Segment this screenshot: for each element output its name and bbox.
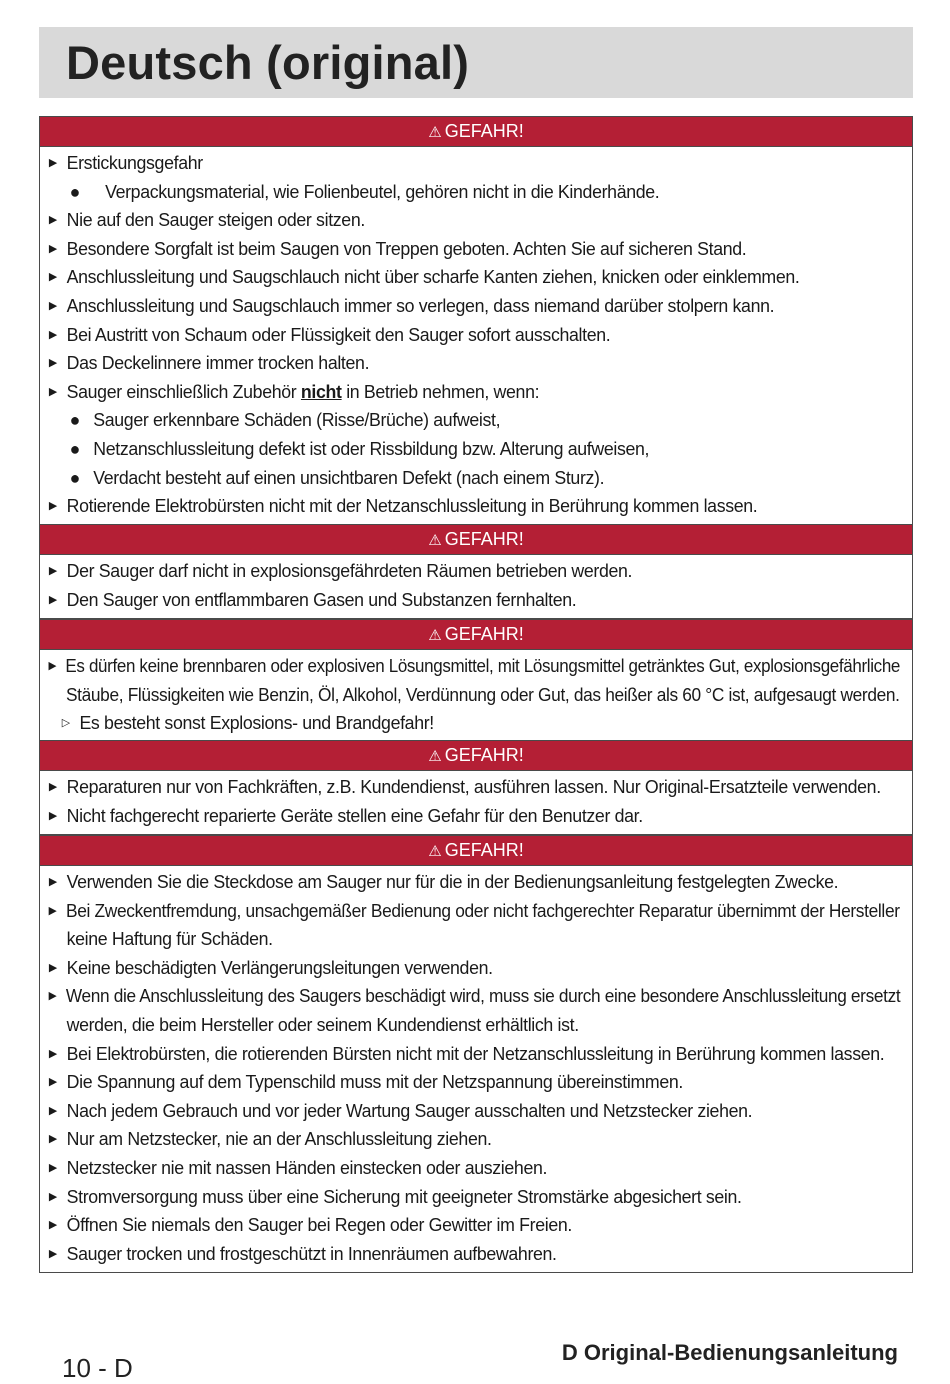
triangle-bullet-icon: ▶: [48, 565, 57, 577]
manual-title: D Original-Bedienungsanleitung: [561, 1340, 898, 1365]
danger-box-4: [39, 740, 913, 835]
list-item: ▶ Das Deckelinnere immer trocken halten.: [40, 349, 900, 378]
triangle-bullet-icon: ▶: [48, 1219, 57, 1232]
list-item: ▶ Netzstecker nie mit nassen Händen einstecken oder ausziehen.: [40, 1154, 900, 1183]
triangle-bullet-icon: ▶: [48, 385, 57, 398]
list-item-continuation: werden, die beim Hersteller oder seinem Kundendienst erhältlich ist.: [66, 1014, 579, 1035]
dot-bullet-icon: ●: [69, 467, 80, 488]
list-item-continuation: keine Haftung für Schäden.: [66, 929, 273, 950]
triangle-bullet-icon: ▶: [48, 904, 57, 917]
list-item: ▶ Bei Elektrobürsten, die rotierenden Bürsten nicht mit der Netzanschlussleitung in Berührung kommen lassen.: [40, 1040, 900, 1069]
list-item: ● Verpackungsmaterial, wie Folienbeutel, gehören nicht in die Kinderhände.: [40, 178, 900, 207]
danger-box-3: [39, 619, 913, 743]
danger-header: [40, 117, 912, 147]
triangle-bullet-icon: ▶: [48, 1133, 57, 1146]
dot-bullet-icon: ●: [69, 181, 80, 202]
list-item: ▶ Anschlussleitung und Saugschlauch immer so verlegen, dass niemand darüber stolpern kann.: [40, 292, 900, 321]
danger-header: [40, 836, 912, 866]
list-item: ▶ Sauger trocken und frostgeschützt in Innenräumen aufbewahren.: [40, 1240, 900, 1269]
list-item: ▶ Wenn die Anschlussleitung des Saugers beschädigt wird, muss sie durch eine besondere Anschlussleitung ersetzt: [40, 982, 875, 1011]
emphasis-nicht: nicht: [300, 381, 342, 402]
triangle-bullet-icon: ▶: [48, 1161, 57, 1174]
danger-label: GEFAHR!: [444, 529, 524, 549]
list-item: ● Verdacht besteht auf einen unsichtbaren Defekt (nach einem Sturz).: [40, 464, 900, 493]
danger-header: [40, 525, 912, 555]
triangle-bullet-icon: ▶: [48, 357, 57, 370]
triangle-bullet-icon: ▶: [48, 271, 57, 284]
warning-triangle-icon: ⚠: [428, 627, 442, 644]
triangle-bullet-icon: ▶: [48, 961, 57, 974]
danger-label: GEFAHR!: [444, 624, 524, 644]
triangle-bullet-icon: ▶: [48, 214, 57, 227]
list-item: ▶ Nie auf den Sauger steigen oder sitzen.: [40, 206, 900, 235]
list-item: ▶ Bei Austritt von Schaum oder Flüssigkeit den Sauger sofort ausschalten.: [40, 321, 900, 350]
list-item: ▶ Besondere Sorgfalt ist beim Saugen von Treppen geboten. Achten Sie auf sicheren Stand.: [40, 235, 900, 264]
warning-triangle-icon: ⚠: [428, 532, 442, 549]
page-number: 10 - D: [62, 1353, 133, 1383]
danger-label: GEFAHR!: [444, 840, 524, 860]
danger-box-5: [39, 835, 913, 1273]
list-item: ● Sauger erkennbare Schäden (Risse/Brüche) aufweist,: [40, 406, 900, 435]
list-item: ▶ Die Spannung auf dem Typenschild muss mit der Netzspannung übereinstimmen.: [40, 1068, 900, 1097]
triangle-bullet-icon: ▶: [48, 1247, 57, 1260]
triangle-bullet-icon: ▶: [48, 500, 57, 513]
danger-label: GEFAHR!: [444, 121, 524, 141]
triangle-bullet-icon: ▶: [48, 1190, 57, 1203]
list-item: ▶ Öffnen Sie niemals den Sauger bei Regen oder Gewitter im Freien.: [40, 1211, 900, 1240]
triangle-bullet-icon: ▶: [48, 809, 57, 822]
list-item: ▶ Reparaturen nur von Fachkräften, z.B. Kundendienst, ausführen lassen. Nur Original-Ersatzteile verwenden.: [40, 773, 900, 802]
triangle-bullet-icon: ▶: [48, 990, 57, 1003]
list-item: ▶ Verwenden Sie die Steckdose am Sauger nur für die in der Bedienungsanleitung festgelegten Zwecke.: [40, 868, 900, 897]
danger-box-2: [39, 524, 913, 619]
list-item: ▶ Nicht fachgerecht reparierte Geräte stellen eine Gefahr für den Benutzer dar.: [40, 802, 900, 831]
warning-triangle-icon: ⚠: [428, 124, 442, 141]
warning-triangle-icon: ⚠: [428, 748, 442, 765]
triangle-bullet-icon: ▶: [48, 1047, 57, 1060]
triangle-bullet-icon: ▶: [48, 242, 57, 255]
triangle-bullet-icon: ▶: [48, 328, 57, 341]
title-bar: [39, 27, 913, 98]
triangle-bullet-icon: ▶: [48, 1076, 57, 1089]
triangle-bullet-icon: ▶: [48, 299, 57, 312]
triangle-bullet-icon: ▶: [48, 1104, 57, 1117]
page-title: Deutsch (original): [66, 36, 470, 89]
list-item: ● Netzanschlussleitung defekt ist oder Rissbildung bzw. Alterung aufweisen,: [40, 435, 900, 464]
list-item: ▶ Anschlussleitung und Saugschlauch nicht über scharfe Kanten ziehen, knicken oder einklemmen.: [40, 263, 900, 292]
list-item: ▶ Sauger einschließlich Zubehör nicht in Betrieb nehmen, wenn:: [40, 378, 900, 407]
triangle-bullet-icon: ▶: [48, 157, 57, 169]
list-item: ▶ Der Sauger darf nicht in explosionsgefährdeten Räumen betrieben werden.: [40, 557, 900, 586]
danger-label: GEFAHR!: [444, 745, 524, 765]
list-item: ▷ Es besteht sonst Explosions- und Brandgefahr!: [40, 709, 900, 738]
warning-triangle-icon: ⚠: [428, 843, 442, 860]
list-item: ▶ Nach jedem Gebrauch und vor jeder Wartung Sauger ausschalten und Netzstecker ziehen.: [40, 1097, 900, 1126]
list-item: ▶ Nur am Netzstecker, nie an der Anschlussleitung ziehen.: [40, 1125, 900, 1154]
triangle-bullet-icon: ▶: [48, 876, 57, 888]
danger-header: [40, 741, 912, 771]
hollow-triangle-bullet-icon: ▷: [61, 717, 70, 730]
triangle-bullet-icon: ▶: [48, 781, 57, 793]
list-item: ▶ Erstickungsgefahr: [40, 149, 900, 178]
triangle-bullet-icon: ▶: [48, 660, 57, 672]
list-item: ▶ Keine beschädigten Verlängerungsleitungen verwenden.: [40, 954, 900, 983]
triangle-bullet-icon: ▶: [48, 593, 57, 606]
danger-box-1: [39, 116, 913, 526]
danger-header: [40, 620, 912, 650]
list-item: ▶ Rotierende Elektrobürsten nicht mit der Netzanschlussleitung in Berührung kommen lassen.: [40, 492, 900, 521]
list-item: ▶ Bei Zweckentfremdung, unsachgemäßer Bedienung oder nicht fachgerechter Reparatur übernimmt der Hersteller: [40, 897, 880, 926]
list-item-continuation: Stäube, Flüssigkeiten wie Benzin, Öl, Alkohol, Verdünnung oder Gut, das heißer als 60 °C ist, aufgesaugt werden.: [65, 684, 900, 705]
dot-bullet-icon: ●: [69, 410, 80, 431]
list-item: ▶ Den Sauger von entflammbaren Gasen und Substanzen fernhalten.: [40, 586, 900, 615]
list-item: ▶ Stromversorgung muss über eine Sicherung mit geeigneter Stromstärke abgesichert sein.: [40, 1183, 900, 1212]
list-item: ▶ Es dürfen keine brennbaren oder explosiven Lösungsmittel, mit Lösungsmittel getränktes Gut, explosionsgefährliche: [40, 652, 861, 681]
dot-bullet-icon: ●: [69, 438, 80, 459]
